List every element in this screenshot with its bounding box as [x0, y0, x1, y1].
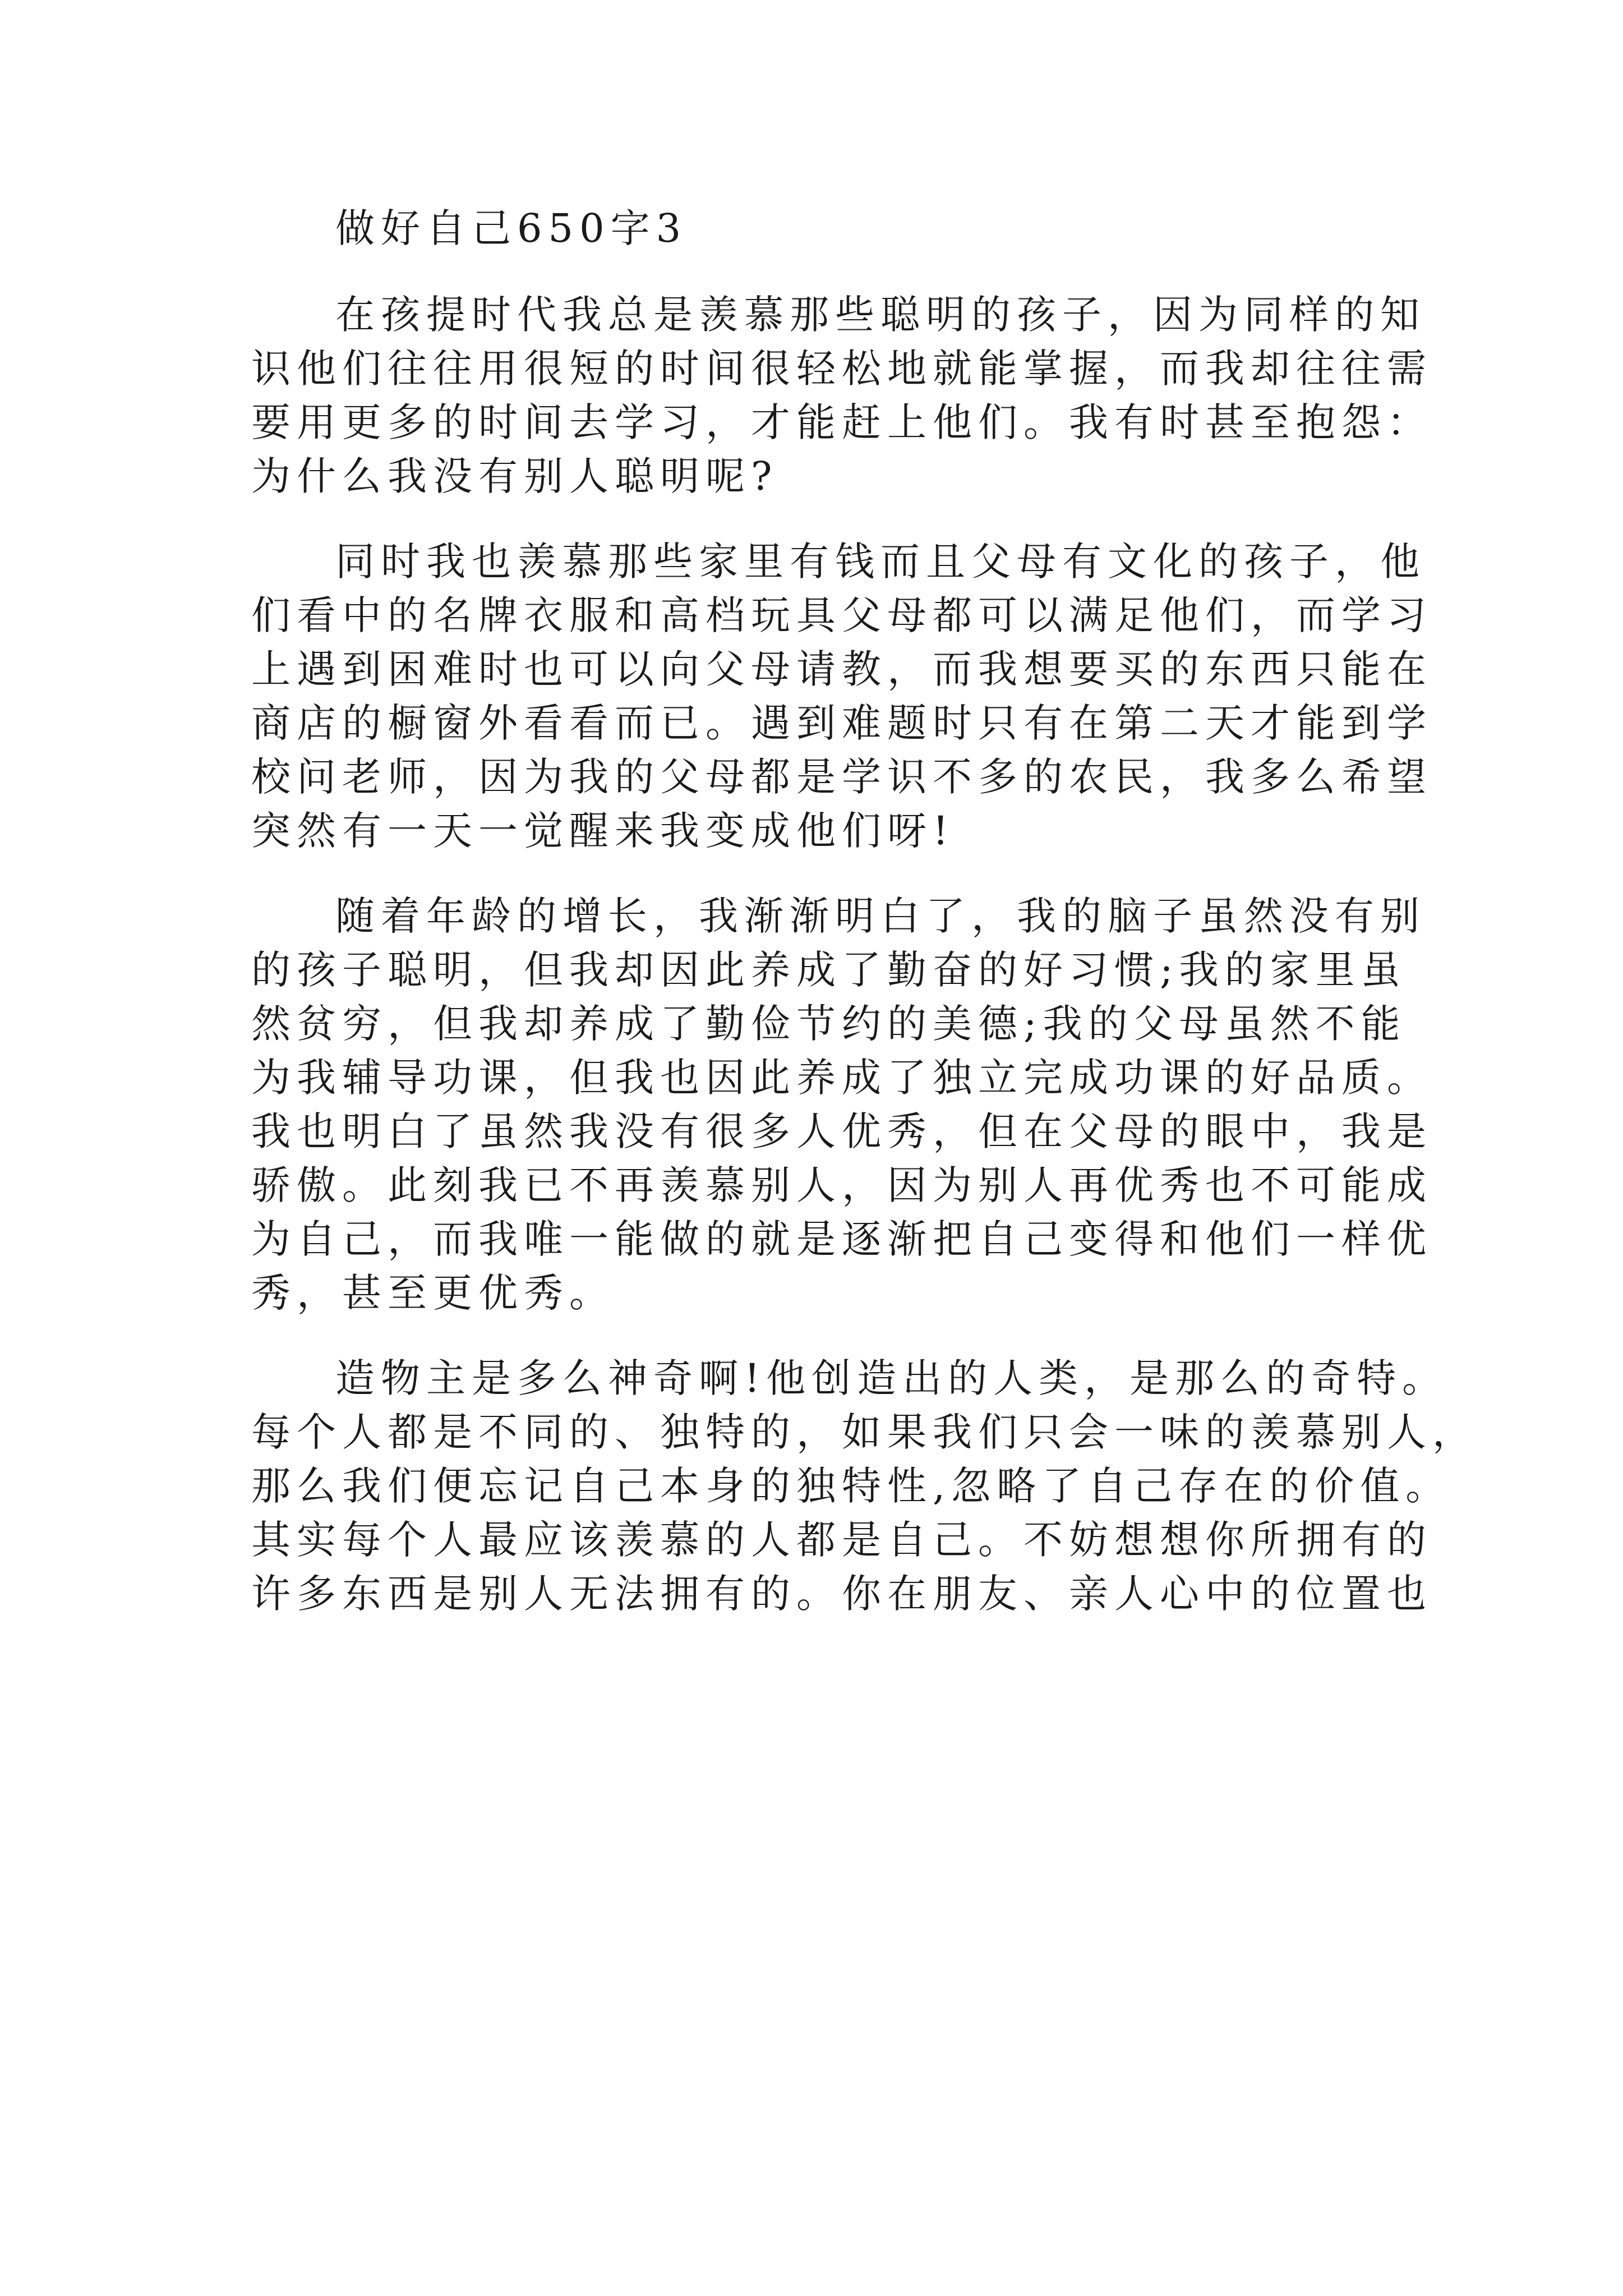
paragraph-line: 然贫穷，但我却养成了勤俭节约的美德;我的父母虽然不能	[251, 1001, 1407, 1047]
paragraph-line: 秀，甚至更优秀。	[251, 1270, 615, 1316]
paragraph-line: 骄傲。此刻我已不再羡慕别人，因为别人再优秀也不可能成	[251, 1162, 1432, 1208]
paragraph-line: 许多东西是别人无法拥有的。你在朋友、亲人心中的位置也	[251, 1571, 1432, 1617]
paragraph-line: 上遇到困难时也可以向父母请教，而我想要买的东西只能在	[251, 646, 1432, 692]
paragraph-line: 突然有一天一觉醒来我变成他们呀!	[251, 808, 955, 854]
paragraph-line: 校问老师，因为我的父母都是学识不多的农民，我多么希望	[251, 754, 1432, 800]
paragraph-line: 随着年龄的增长，我渐渐明白了，我的脑子虽然没有别	[335, 893, 1426, 939]
paragraph-line: 那么我们便忘记自己本身的独特性,忽略了自己存在的价值。	[251, 1463, 1451, 1509]
paragraph-line: 识他们往往用很短的时间很轻松地就能掌握，而我却往往需	[251, 346, 1432, 392]
paragraph-line: 其实每个人最应该羡慕的人都是自己。不妨想想你所拥有的	[251, 1517, 1432, 1563]
paragraph-line: 要用更多的时间去学习，才能赶上他们。我有时甚至抱怨：	[251, 399, 1432, 445]
paragraph-line: 商店的橱窗外看看而已。遇到难题时只有在第二天才能到学	[251, 700, 1432, 746]
paragraph-line: 每个人都是不同的、独特的，如果我们只会一味的羡慕别人，	[251, 1409, 1478, 1455]
paragraph-line: 为我辅导功课，但我也因此养成了独立完成功课的好品质。	[251, 1055, 1432, 1101]
document-title: 做好自己650字3	[335, 205, 688, 251]
paragraph-line: 在孩提时代我总是羡慕那些聪明的孩子，因为同样的知	[335, 292, 1426, 338]
paragraph-line: 的孩子聪明，但我却因此养成了勤奋的好习惯;我的家里虽	[251, 947, 1407, 993]
paragraph-line: 同时我也羡慕那些家里有钱而且父母有文化的孩子，他	[335, 539, 1426, 585]
paragraph-line: 们看中的名牌衣服和高档玩具父母都可以满足他们，而学习	[251, 592, 1432, 638]
paragraph-line: 为自己，而我唯一能做的就是逐渐把自己变得和他们一样优	[251, 1216, 1432, 1262]
paragraph-line: 造物主是多么神奇啊!他创造出的人类，是那么的奇特。	[335, 1355, 1448, 1401]
paragraph-line: 我也明白了虽然我没有很多人优秀，但在父母的眼中，我是	[251, 1108, 1432, 1154]
paragraph-line: 为什么我没有别人聪明呢?	[251, 453, 778, 499]
